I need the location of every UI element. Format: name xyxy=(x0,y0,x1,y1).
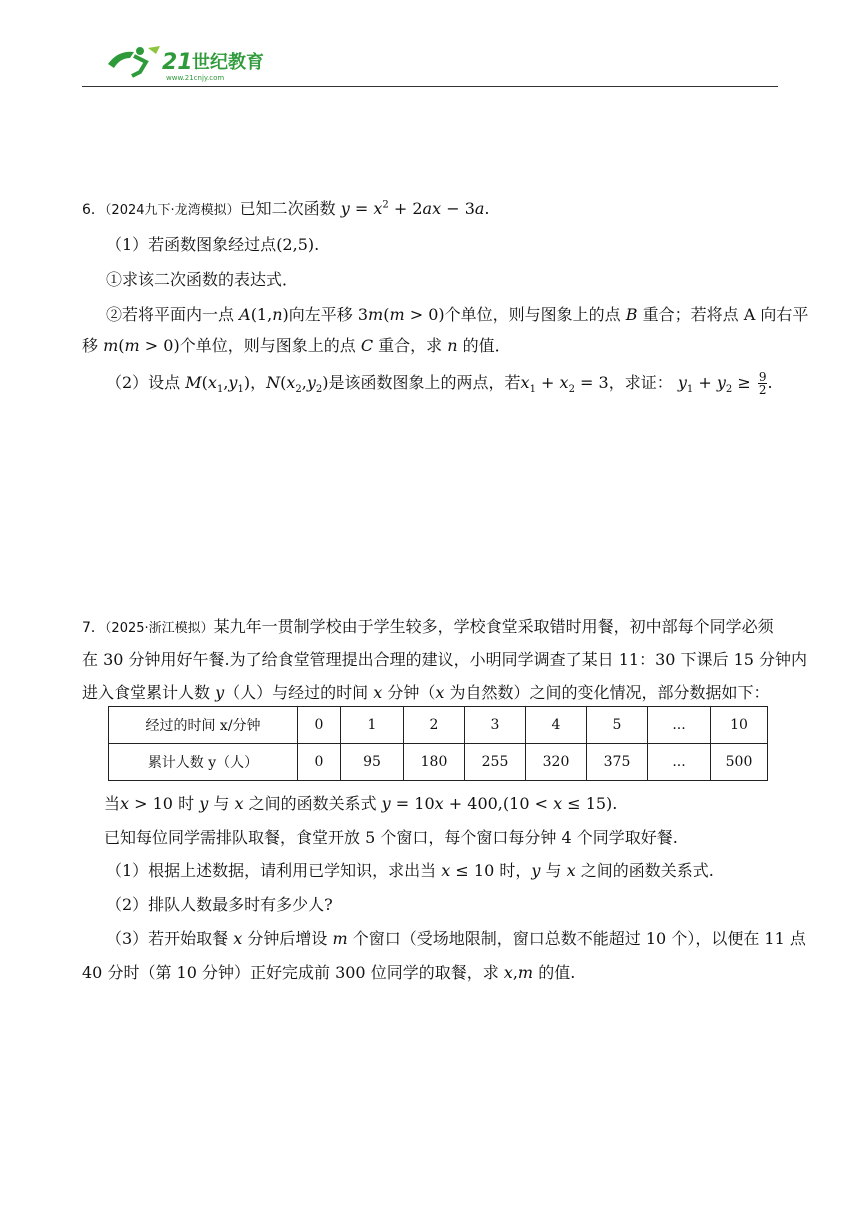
table-cell: 320 xyxy=(526,744,587,781)
q7-subq3-line2: 40 分时（第 10 分钟）正好完成前 300 位同学的取餐，求 x,m 的值. xyxy=(82,963,576,982)
table-cell: 0 xyxy=(298,744,341,781)
table-cell: ... xyxy=(648,707,711,744)
site-logo xyxy=(104,42,284,82)
q7-source: （2025·浙江模拟） xyxy=(104,621,214,636)
table-cell: 500 xyxy=(711,744,768,781)
q7-line1: 7．（2025·浙江模拟）某九年一贯制学校由于学生较多，学校食堂采取错时用餐，初中部每个同学必须 xyxy=(82,617,774,636)
table-cell: 10 xyxy=(711,707,768,744)
q7-line3: 进入食堂累计人数 y（人）与经过的时间 x 分钟（x 为自然数）之间的变化情况，部分数据如下： xyxy=(82,683,770,702)
q7-relation: 当x > 10 时 y 与 x 之间的函数关系式 y = 10x + 400,(10 < x ≤ 15). xyxy=(104,794,618,813)
data-table xyxy=(108,706,768,781)
table-row xyxy=(109,707,768,744)
table-row-label: 经过的时间 x/分钟 xyxy=(109,707,298,744)
table-cell: 5 xyxy=(587,707,648,744)
fraction-9-2: $\frac{9}{2}$ xyxy=(758,370,767,397)
q7-subq3-line1: （3）若开始取餐 x 分钟后增设 m 个窗口（受场地限制，窗口总数不能超过 10 个），以便在 11 点 xyxy=(106,929,806,948)
q6-source: （2024九下·龙湾模拟） xyxy=(104,203,240,218)
svg-text:21: 21 xyxy=(162,50,193,75)
svg-text:世纪教育: 世纪教育 xyxy=(192,52,264,73)
q6-subq1: ①求该二次函数的表达式． xyxy=(106,270,299,289)
q6-part1: （1）若函数图象经过点(2,5). xyxy=(106,235,320,254)
q6-stem-line: 6．（2024九下·龙湾模拟）已知二次函数 $y = x^2 + 2ax - 3a$. xyxy=(82,199,490,218)
q6-subq2-line1: ②若将平面内一点 A(1,n)向左平移 3m(m > 0)个单位，则与图象上的点 B 重合；若将点 A 向右平 xyxy=(106,305,809,324)
table-row xyxy=(109,744,768,781)
page-header xyxy=(82,38,778,87)
q6-number: 6． xyxy=(82,202,105,218)
table-cell: 375 xyxy=(587,744,648,781)
q6-subq2-line2: 移 m(m > 0)个单位，则与图象上的点 C 重合，求 n 的值． xyxy=(82,336,511,355)
svg-text:www.21cnjy.com: www.21cnjy.com xyxy=(166,74,225,82)
q7-subq2: （2）排队人数最多时有多少人? xyxy=(106,895,333,914)
table-cell: 95 xyxy=(341,744,404,781)
q7-number: 7． xyxy=(82,620,105,636)
q6-function: y xyxy=(340,199,350,218)
table-cell: 4 xyxy=(526,707,587,744)
table-cell: 1 xyxy=(341,707,404,744)
table-cell: 180 xyxy=(404,744,465,781)
q7-info: 已知每位同学需排队取餐，食堂开放 5 个窗口，每个窗口每分钟 4 个同学取好餐. xyxy=(104,828,678,847)
table-cell: 2 xyxy=(404,707,465,744)
table-cell: ... xyxy=(648,744,711,781)
q6-part2: （2）设点 $M(x_1,y_1)$，$N(x_2,y_2)$是该函数图象上的两点，若$x_1 + x_2 = 3$，求证： $y_1 + y_2$ ≥ $\frac{9}{2}$ . xyxy=(106,370,773,397)
q7-line2: 在 30 分钟用好午餐.为了给食堂管理提出合理的建议，小明同学调查了某日 11：30 下课后 15 分钟内 xyxy=(82,650,808,669)
table-row-label: 累计人数 y（人） xyxy=(109,744,298,781)
table-cell: 3 xyxy=(465,707,526,744)
q7-subq1: （1）根据上述数据，请利用已学知识，求出当 x ≤ 10 时，y 与 x 之间的函数关系式. xyxy=(106,861,714,880)
table-cell: 0 xyxy=(298,707,341,744)
q6-stem: 已知二次函数 xyxy=(239,199,336,218)
table-cell: 255 xyxy=(465,744,526,781)
